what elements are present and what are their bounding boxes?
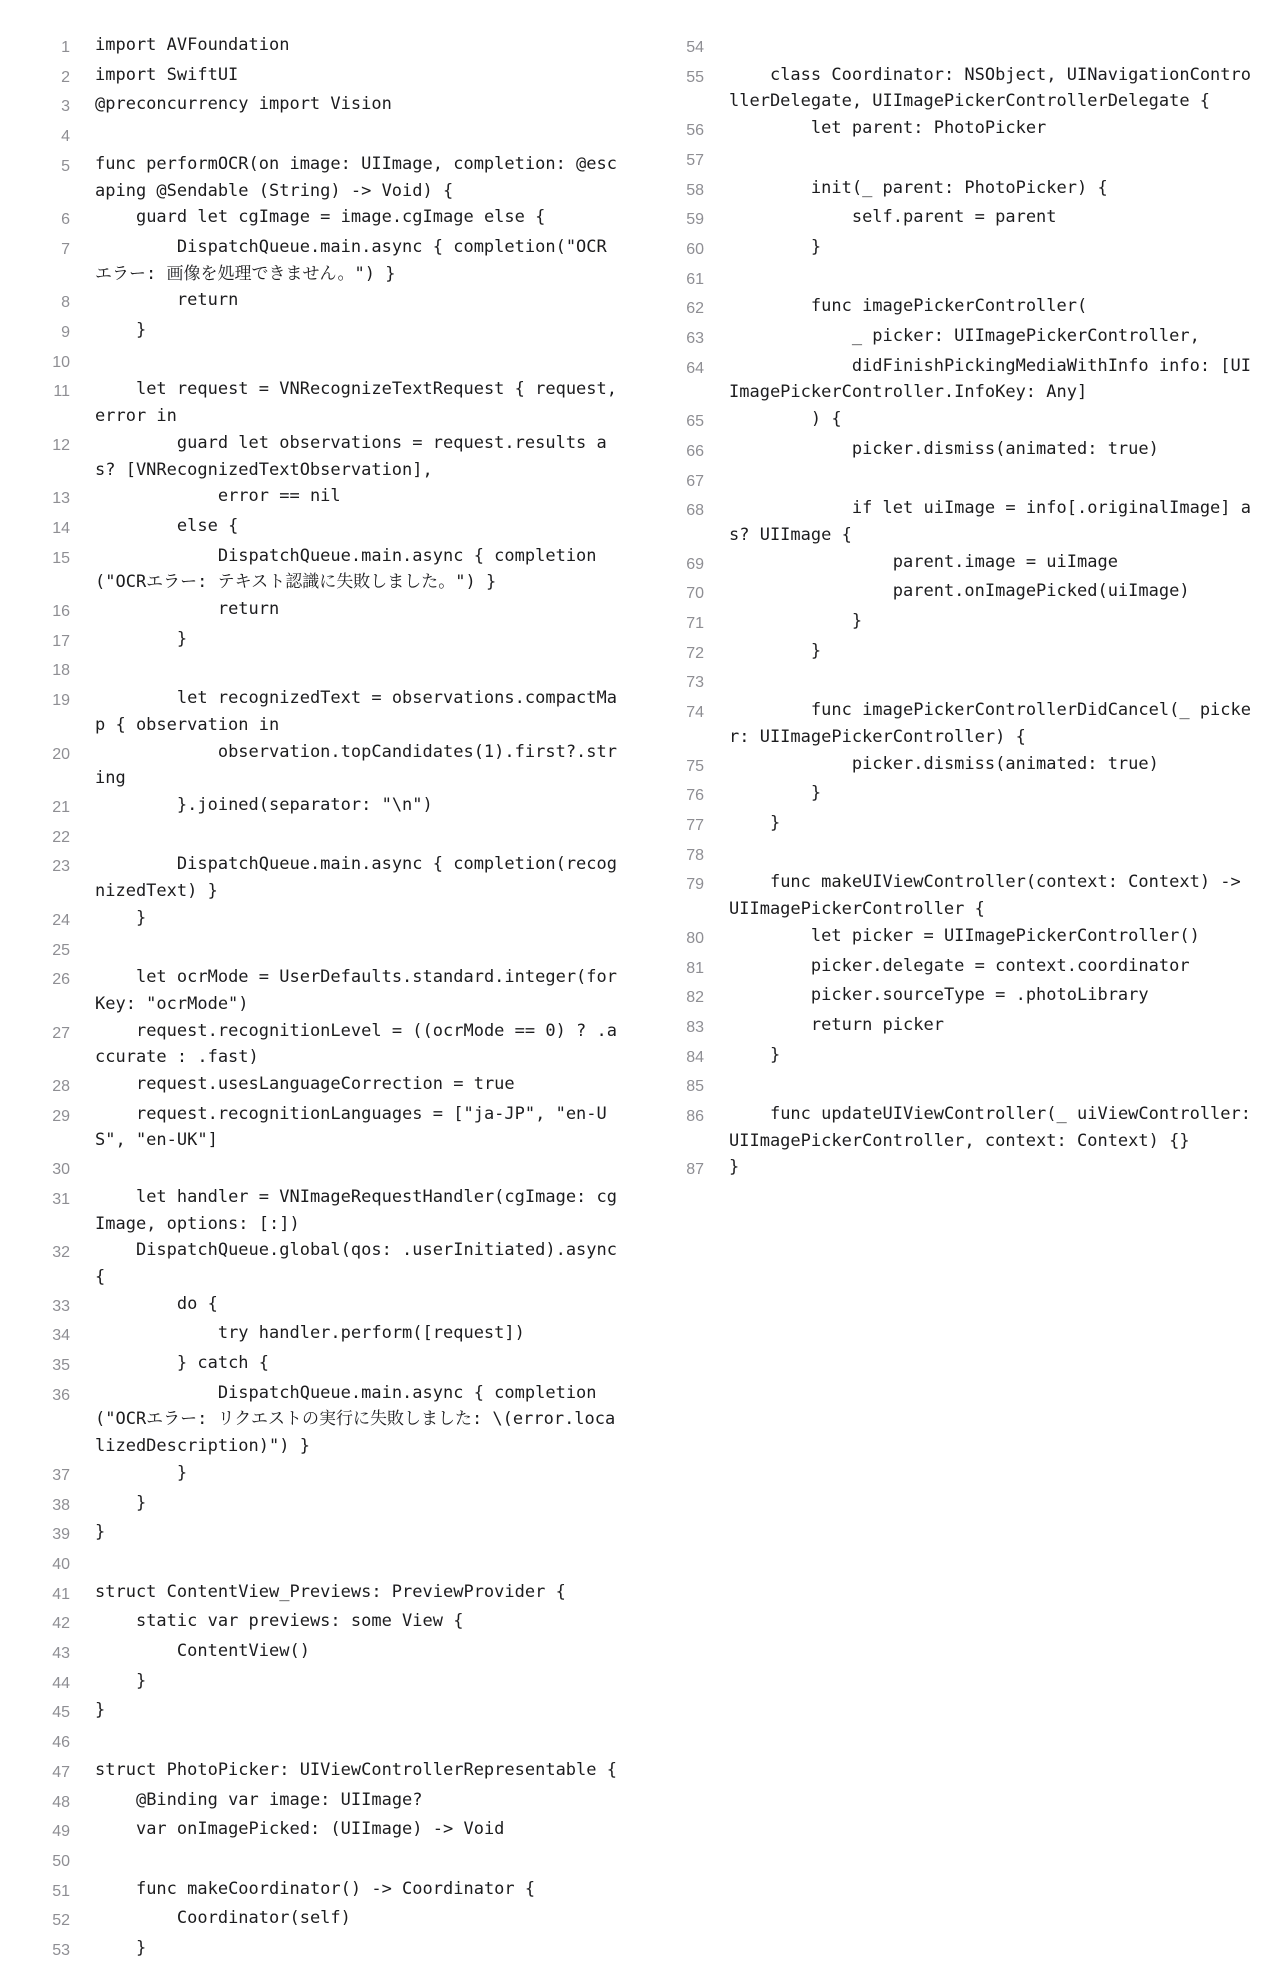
code-line <box>28 1935 628 1965</box>
code-line <box>28 1237 628 1290</box>
code-line <box>28 1579 628 1609</box>
code-line <box>28 1608 628 1638</box>
code-text: func makeUIViewController(context: Context) -> UIImagePickerController { <box>729 872 1252 920</box>
code-text: } <box>729 640 822 661</box>
code-line <box>662 751 1262 781</box>
line-number: 12 <box>52 436 70 454</box>
line-number: 33 <box>52 1297 70 1315</box>
code-text: func imagePickerController( <box>729 296 1088 317</box>
line-number: 46 <box>52 1734 70 1752</box>
line-number: 30 <box>52 1161 70 1179</box>
code-text: } catch { <box>95 1353 270 1374</box>
code-text: return <box>95 290 239 311</box>
code-line <box>662 869 1262 922</box>
code-text: request.usesLanguageCorrection = true <box>95 1074 515 1095</box>
line-number: 1 <box>61 39 70 56</box>
code-text: } <box>95 1492 147 1513</box>
code-line <box>28 91 628 121</box>
code-line <box>662 406 1262 436</box>
code-line <box>28 1071 628 1101</box>
code-text: ContentView() <box>95 1641 310 1662</box>
code-text: let recognizedText = observations.compactMap { observation in <box>95 688 617 735</box>
line-number: 35 <box>52 1357 70 1375</box>
code-line <box>662 234 1262 264</box>
line-number: 23 <box>52 858 70 876</box>
line-number: 49 <box>52 1823 70 1841</box>
code-text: parent.onImagePicked(uiImage) <box>729 581 1190 602</box>
code-text: try handler.perform([request]) <box>95 1323 525 1344</box>
code-line <box>28 1787 628 1817</box>
code-line <box>662 923 1262 953</box>
line-number: 44 <box>52 1674 70 1692</box>
code-line <box>28 792 628 822</box>
code-line <box>28 1350 628 1380</box>
line-number: 64 <box>686 359 704 377</box>
code-line <box>662 353 1262 406</box>
line-number: 54 <box>686 39 704 56</box>
code-text: let handler = VNImageRequestHandler(cgImage: cgImage, options: [:]) <box>95 1186 617 1234</box>
code-line <box>28 1668 628 1698</box>
code-line <box>28 483 628 513</box>
line-number: 47 <box>52 1763 70 1781</box>
line-number: 18 <box>52 662 70 680</box>
code-text: import AVFoundation <box>95 35 290 55</box>
line-number: 17 <box>52 632 70 650</box>
code-text: do { <box>95 1293 218 1314</box>
code-line <box>662 204 1262 234</box>
line-number: 14 <box>52 519 70 537</box>
code-text: error == nil <box>95 486 341 507</box>
code-line <box>28 234 628 287</box>
code-line <box>662 145 1262 175</box>
code-text: Coordinator(self) <box>95 1908 351 1929</box>
code-line <box>28 739 628 792</box>
code-text: } <box>729 611 863 632</box>
code-line <box>28 822 628 852</box>
line-number: 40 <box>52 1555 70 1573</box>
line-number: 41 <box>52 1585 70 1603</box>
line-number: 8 <box>61 294 70 312</box>
code-text: } <box>95 1670 147 1691</box>
line-number: 26 <box>52 971 70 989</box>
code-line <box>28 851 628 904</box>
code-line <box>28 626 628 656</box>
line-number: 29 <box>52 1107 70 1125</box>
code-text: } <box>95 320 147 341</box>
code-line <box>662 32 1262 62</box>
code-text: _ picker: UIImagePickerController, <box>729 326 1200 347</box>
code-line <box>28 1846 628 1876</box>
code-line <box>28 287 628 317</box>
code-text: didFinishPickingMediaWithInfo info: [UIImagePickerController.InfoKey: Any] <box>729 355 1251 403</box>
code-line <box>28 32 628 62</box>
code-text: } <box>729 236 822 257</box>
code-line <box>662 840 1262 870</box>
code-text: } <box>95 907 147 928</box>
line-number: 3 <box>61 98 70 116</box>
line-number: 11 <box>53 383 70 401</box>
line-number: 42 <box>52 1615 70 1633</box>
code-line <box>28 121 628 151</box>
code-line <box>662 697 1262 750</box>
code-line <box>28 1490 628 1520</box>
code-line <box>662 1012 1262 1042</box>
line-number: 20 <box>52 745 70 763</box>
code-text: } <box>95 1462 188 1483</box>
code-text: DispatchQueue.global(qos: .userInitiated).async { <box>95 1240 628 1287</box>
line-number: 32 <box>52 1244 70 1262</box>
line-number: 68 <box>686 502 704 520</box>
line-number: 81 <box>686 959 704 977</box>
code-text: } <box>95 1938 147 1959</box>
line-number: 61 <box>686 270 704 288</box>
code-line <box>662 810 1262 840</box>
line-number: 79 <box>686 876 704 894</box>
code-text: init(_ parent: PhotoPicker) { <box>729 177 1108 198</box>
code-line <box>662 953 1262 983</box>
code-line <box>28 1697 628 1727</box>
code-text: let request = VNRecognizeTextRequest { request, error in <box>95 379 628 427</box>
code-line <box>28 1519 628 1549</box>
line-number: 25 <box>52 941 70 959</box>
code-text: } <box>729 783 822 804</box>
line-number: 58 <box>686 181 704 199</box>
code-text: } <box>95 1700 106 1721</box>
line-number: 15 <box>52 549 70 567</box>
code-text: func makeCoordinator() -> Coordinator { <box>95 1878 536 1899</box>
code-text: return <box>95 599 280 620</box>
code-text: var onImagePicked: (UIImage) -> Void <box>95 1819 505 1840</box>
line-number: 31 <box>52 1190 70 1208</box>
code-line <box>662 62 1262 115</box>
code-line <box>28 1460 628 1490</box>
code-text: let parent: PhotoPicker <box>729 118 1047 139</box>
line-number: 74 <box>686 704 704 722</box>
code-line <box>662 115 1262 145</box>
line-number: 39 <box>52 1526 70 1544</box>
code-text: request.recognitionLanguages = ["ja-JP", "en-US", "en-UK"] <box>95 1103 607 1151</box>
line-number: 48 <box>52 1793 70 1811</box>
line-number: 67 <box>686 472 704 490</box>
code-line <box>28 1291 628 1321</box>
code-line <box>662 1101 1262 1154</box>
line-number: 7 <box>61 240 70 258</box>
line-number: 66 <box>686 442 704 460</box>
code-text: struct PhotoPicker: UIViewControllerRepresentable { <box>95 1759 617 1780</box>
line-number: 55 <box>686 68 704 86</box>
code-line <box>28 1757 628 1787</box>
code-text: } <box>729 1157 740 1178</box>
code-text: guard let cgImage = image.cgImage else { <box>95 207 546 228</box>
code-line <box>28 964 628 1017</box>
code-text: observation.topCandidates(1).first?.string <box>95 741 617 789</box>
code-text: import SwiftUI <box>95 64 239 85</box>
code-line <box>662 982 1262 1012</box>
code-line <box>662 780 1262 810</box>
line-number: 13 <box>52 490 70 508</box>
line-number: 84 <box>686 1048 704 1066</box>
code-text: } <box>729 812 781 833</box>
code-line <box>662 667 1262 697</box>
line-number: 10 <box>52 353 70 371</box>
code-text: picker.dismiss(animated: true) <box>729 438 1159 459</box>
code-text: func imagePickerControllerDidCancel(_ picker: UIImagePickerController) { <box>729 700 1251 747</box>
line-number: 52 <box>52 1912 70 1930</box>
line-number: 78 <box>686 846 704 864</box>
code-text: DispatchQueue.main.async { completion(recognizedText) } <box>95 854 617 902</box>
line-number: 28 <box>52 1078 70 1096</box>
code-text: guard let observations = request.results as? [VNRecognizedTextObservation], <box>95 432 607 480</box>
code-line <box>28 376 628 429</box>
line-number: 37 <box>52 1466 70 1484</box>
line-number: 4 <box>61 128 70 146</box>
code-line <box>662 323 1262 353</box>
code-text: parent.image = uiImage <box>729 551 1118 572</box>
line-number: 83 <box>686 1018 704 1036</box>
code-line <box>28 1727 628 1757</box>
code-line <box>28 1320 628 1350</box>
code-text: struct ContentView_Previews: PreviewProvider { <box>95 1581 566 1602</box>
code-line <box>28 430 628 483</box>
line-number: 59 <box>686 211 704 229</box>
line-number: 16 <box>52 603 70 621</box>
code-line <box>28 1876 628 1906</box>
code-line <box>28 1018 628 1071</box>
code-text: picker.dismiss(animated: true) <box>729 753 1159 774</box>
line-number: 6 <box>61 211 70 229</box>
line-number: 27 <box>52 1024 70 1042</box>
code-text: static var previews: some View { <box>95 1611 464 1632</box>
code-line <box>28 596 628 626</box>
code-line <box>662 638 1262 668</box>
code-text: func updateUIViewController(_ uiViewController: UIImagePickerController, context: Context) {} <box>729 1104 1262 1151</box>
line-number: 45 <box>52 1704 70 1722</box>
line-number: 80 <box>686 929 704 947</box>
line-number: 36 <box>52 1386 70 1404</box>
line-number: 85 <box>686 1078 704 1096</box>
code-line <box>28 1380 628 1460</box>
code-line <box>28 151 628 204</box>
code-line <box>662 1071 1262 1101</box>
code-line <box>662 549 1262 579</box>
line-number: 19 <box>52 692 70 710</box>
line-number: 53 <box>52 1942 70 1960</box>
code-text: self.parent = parent <box>729 207 1057 228</box>
code-line <box>662 436 1262 466</box>
code-text: @preconcurrency import Vision <box>95 94 392 115</box>
line-number: 73 <box>686 674 704 692</box>
code-text: else { <box>95 515 239 536</box>
code-line <box>28 1549 628 1579</box>
line-number: 65 <box>686 413 704 431</box>
code-line <box>662 495 1262 548</box>
code-line <box>28 317 628 347</box>
line-number: 77 <box>686 816 704 834</box>
code-line <box>28 1816 628 1846</box>
line-number: 9 <box>61 324 70 342</box>
line-number: 71 <box>686 615 704 633</box>
code-line <box>28 1154 628 1184</box>
line-number: 21 <box>52 798 70 816</box>
code-line <box>28 905 628 935</box>
line-number: 22 <box>52 828 70 846</box>
line-number: 50 <box>52 1853 70 1870</box>
line-number: 34 <box>52 1327 70 1345</box>
line-number: 5 <box>61 157 70 175</box>
code-text: return picker <box>729 1014 944 1035</box>
code-text: } <box>95 628 188 649</box>
code-line <box>28 1184 628 1237</box>
line-number: 56 <box>686 122 704 140</box>
line-number: 43 <box>52 1645 70 1663</box>
code-line <box>28 1905 628 1935</box>
code-line <box>28 655 628 685</box>
line-number: 60 <box>686 240 704 258</box>
code-text: DispatchQueue.main.async { completion("OCRエラー: テキスト認識に失敗しました。") } <box>95 545 597 593</box>
code-text: ) { <box>729 409 842 430</box>
line-number: 62 <box>686 300 704 318</box>
code-text: let picker = UIImagePickerController() <box>729 925 1200 946</box>
line-number: 70 <box>686 585 704 603</box>
line-number: 38 <box>52 1496 70 1514</box>
code-line <box>662 608 1262 638</box>
code-text: DispatchQueue.main.async { completion("OCRエラー: リクエストの実行に失敗しました: \(error.localizedDescription)") } <box>95 1382 616 1457</box>
code-line <box>662 1042 1262 1072</box>
code-line <box>662 293 1262 323</box>
code-line <box>662 578 1262 608</box>
code-text: if let uiImage = info[.originalImage] as? UIImage { <box>729 498 1251 545</box>
code-text: picker.sourceType = .photoLibrary <box>729 985 1149 1006</box>
code-line <box>662 175 1262 205</box>
line-number: 86 <box>686 1108 704 1126</box>
code-text: class Coordinator: NSObject, UINavigationControllerDelegate, UIImagePickerControllerDelegate { <box>729 64 1251 112</box>
code-text: DispatchQueue.main.async { completion("OCRエラー: 画像を処理できません。") } <box>95 236 607 284</box>
code-text: }.joined(separator: "\n") <box>95 794 433 815</box>
code-text: let ocrMode = UserDefaults.standard.integer(forKey: "ocrMode") <box>95 967 617 1014</box>
code-line <box>28 204 628 234</box>
line-number: 72 <box>686 644 704 662</box>
code-line <box>28 1101 628 1154</box>
code-text: } <box>95 1522 106 1543</box>
code-line <box>662 466 1262 496</box>
code-column-right <box>662 32 1262 1184</box>
line-number: 2 <box>61 68 70 86</box>
line-number: 75 <box>686 757 704 775</box>
code-line <box>28 543 628 596</box>
line-number: 63 <box>686 330 704 348</box>
code-text: func performOCR(on image: UIImage, completion: @escaping @Sendable (String) -> Void) { <box>95 153 617 201</box>
code-text: request.recognitionLevel = ((ocrMode == 0) ? .accurate : .fast) <box>95 1020 617 1068</box>
code-line <box>28 513 628 543</box>
code-line <box>662 1154 1262 1184</box>
code-line <box>662 264 1262 294</box>
line-number: 87 <box>686 1161 704 1179</box>
code-text: } <box>729 1044 781 1065</box>
line-number: 76 <box>686 787 704 805</box>
line-number: 24 <box>52 911 70 929</box>
code-text: @Binding var image: UIImage? <box>95 1789 423 1810</box>
line-number: 57 <box>686 151 704 169</box>
line-number: 69 <box>686 555 704 573</box>
line-number: 82 <box>686 989 704 1007</box>
code-column-left <box>28 32 628 1965</box>
code-line <box>28 1638 628 1668</box>
code-text: picker.delegate = context.coordinator <box>729 955 1190 976</box>
code-line <box>28 347 628 377</box>
line-number: 51 <box>52 1882 70 1900</box>
code-line <box>28 62 628 92</box>
code-line <box>28 685 628 738</box>
code-line <box>28 935 628 965</box>
